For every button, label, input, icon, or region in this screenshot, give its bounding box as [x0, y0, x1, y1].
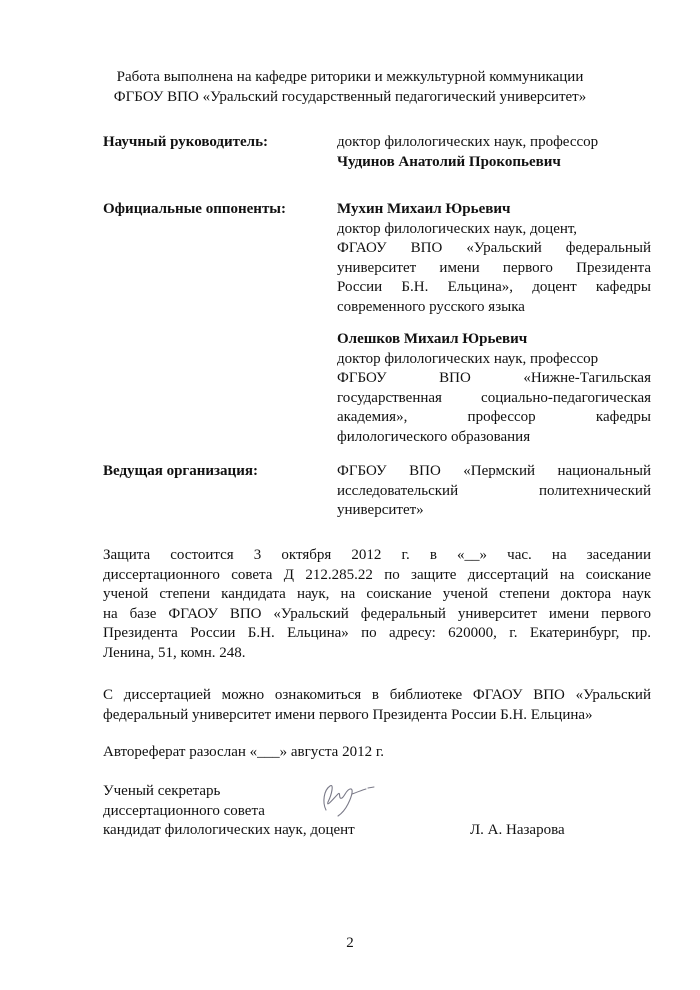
supervisor-name: Чудинов Анатолий Прокопьевич [337, 153, 561, 170]
opponent-1-line: университет имени первого Президента [337, 259, 651, 276]
opponent-2-line: доктор филологических наук, профессор [337, 350, 599, 367]
secretary-name: Л. А. Назарова [470, 822, 565, 838]
opponent-1-line: России Б.Н. Ельцина», доцент кафедры [337, 279, 651, 295]
opponent-1-name: Мухин Михаил Юрьевич [337, 201, 511, 217]
abstract-sent [103, 743, 651, 763]
opponent-2-line: ФГБОУ ВПО «Нижне-Тагильская [337, 370, 651, 386]
defense-paragraph [103, 546, 651, 663]
defense-line: на базе ФГАОУ ВПО «Уральский федеральный университет имени первого [103, 605, 651, 622]
opponent-2-name: Олешков Михаил Юрьевич [337, 331, 528, 347]
lead-org-value [337, 462, 651, 521]
lead-org-line: исследовательский политехнический [337, 482, 651, 499]
handwritten-signature [308, 780, 378, 820]
lead-org-line: ФГБОУ ВПО «Пермский национальный [337, 463, 651, 479]
library-line: С диссертацией можно ознакомиться в библиотеке ФГАОУ ВПО «Уральский [103, 687, 651, 703]
defense-line: диссертационного совета Д 212.285.22 по защите диссертаций на соискание [103, 566, 651, 583]
opponent-1 [337, 200, 651, 317]
header-line-1: Работа выполнена на кафедре риторики и межкультурной коммуникации [116, 69, 584, 85]
opponent-2-line: академия», профессор кафедры [337, 409, 651, 425]
opponent-2-line: государственная социально-педагогическая [337, 389, 651, 406]
header [0, 68, 700, 107]
defense-line: Ленина, 51, комн. 248. [103, 644, 246, 661]
opponent-1-line: ФГАОУ ВПО «Уральский федеральный [337, 240, 651, 256]
supervisor-value [337, 133, 651, 172]
lead-org-line: университет» [337, 502, 424, 518]
abstract-sent-text: Автореферат разослан «___» августа 2012 г. [103, 744, 385, 760]
secretary-council: диссертационного совета [103, 802, 265, 819]
opponent-1-line: современного русского языка [337, 298, 525, 315]
page-number: 2 [346, 935, 354, 951]
library-paragraph [103, 686, 651, 725]
secretary-degree: кандидат филологических наук, доцент [103, 822, 355, 838]
opponents-label: Официальные оппоненты: [103, 201, 287, 217]
header-line-2: ФГБОУ ВПО «Уральский государственный педагогический университет» [113, 88, 587, 105]
supervisor-label: Научный руководитель: [103, 134, 268, 150]
library-line: федеральный университет имени первого Президента России Б.Н. Ельцина» [103, 706, 593, 723]
defense-line: ученой степени кандидата наук, на соискание ученой степени доктора наук [103, 586, 651, 602]
opponent-2 [337, 330, 651, 447]
opponent-1-line: доктор филологических наук, доцент, [337, 220, 578, 237]
supervisor-degree: доктор филологических наук, профессор [337, 134, 599, 150]
defense-line: Защита состоится 3 октября 2012 г. в «__» час. на заседании [103, 547, 651, 563]
defense-line: Президента России Б.Н. Ельцина» по адресу: 620000, г. Екатеринбург, пр. [103, 625, 651, 641]
secretary-block [103, 782, 651, 841]
lead-org-label: Ведущая организация: [103, 463, 258, 479]
opponent-2-line: филологического образования [337, 428, 531, 445]
secretary-title: Ученый секретарь [103, 783, 221, 799]
